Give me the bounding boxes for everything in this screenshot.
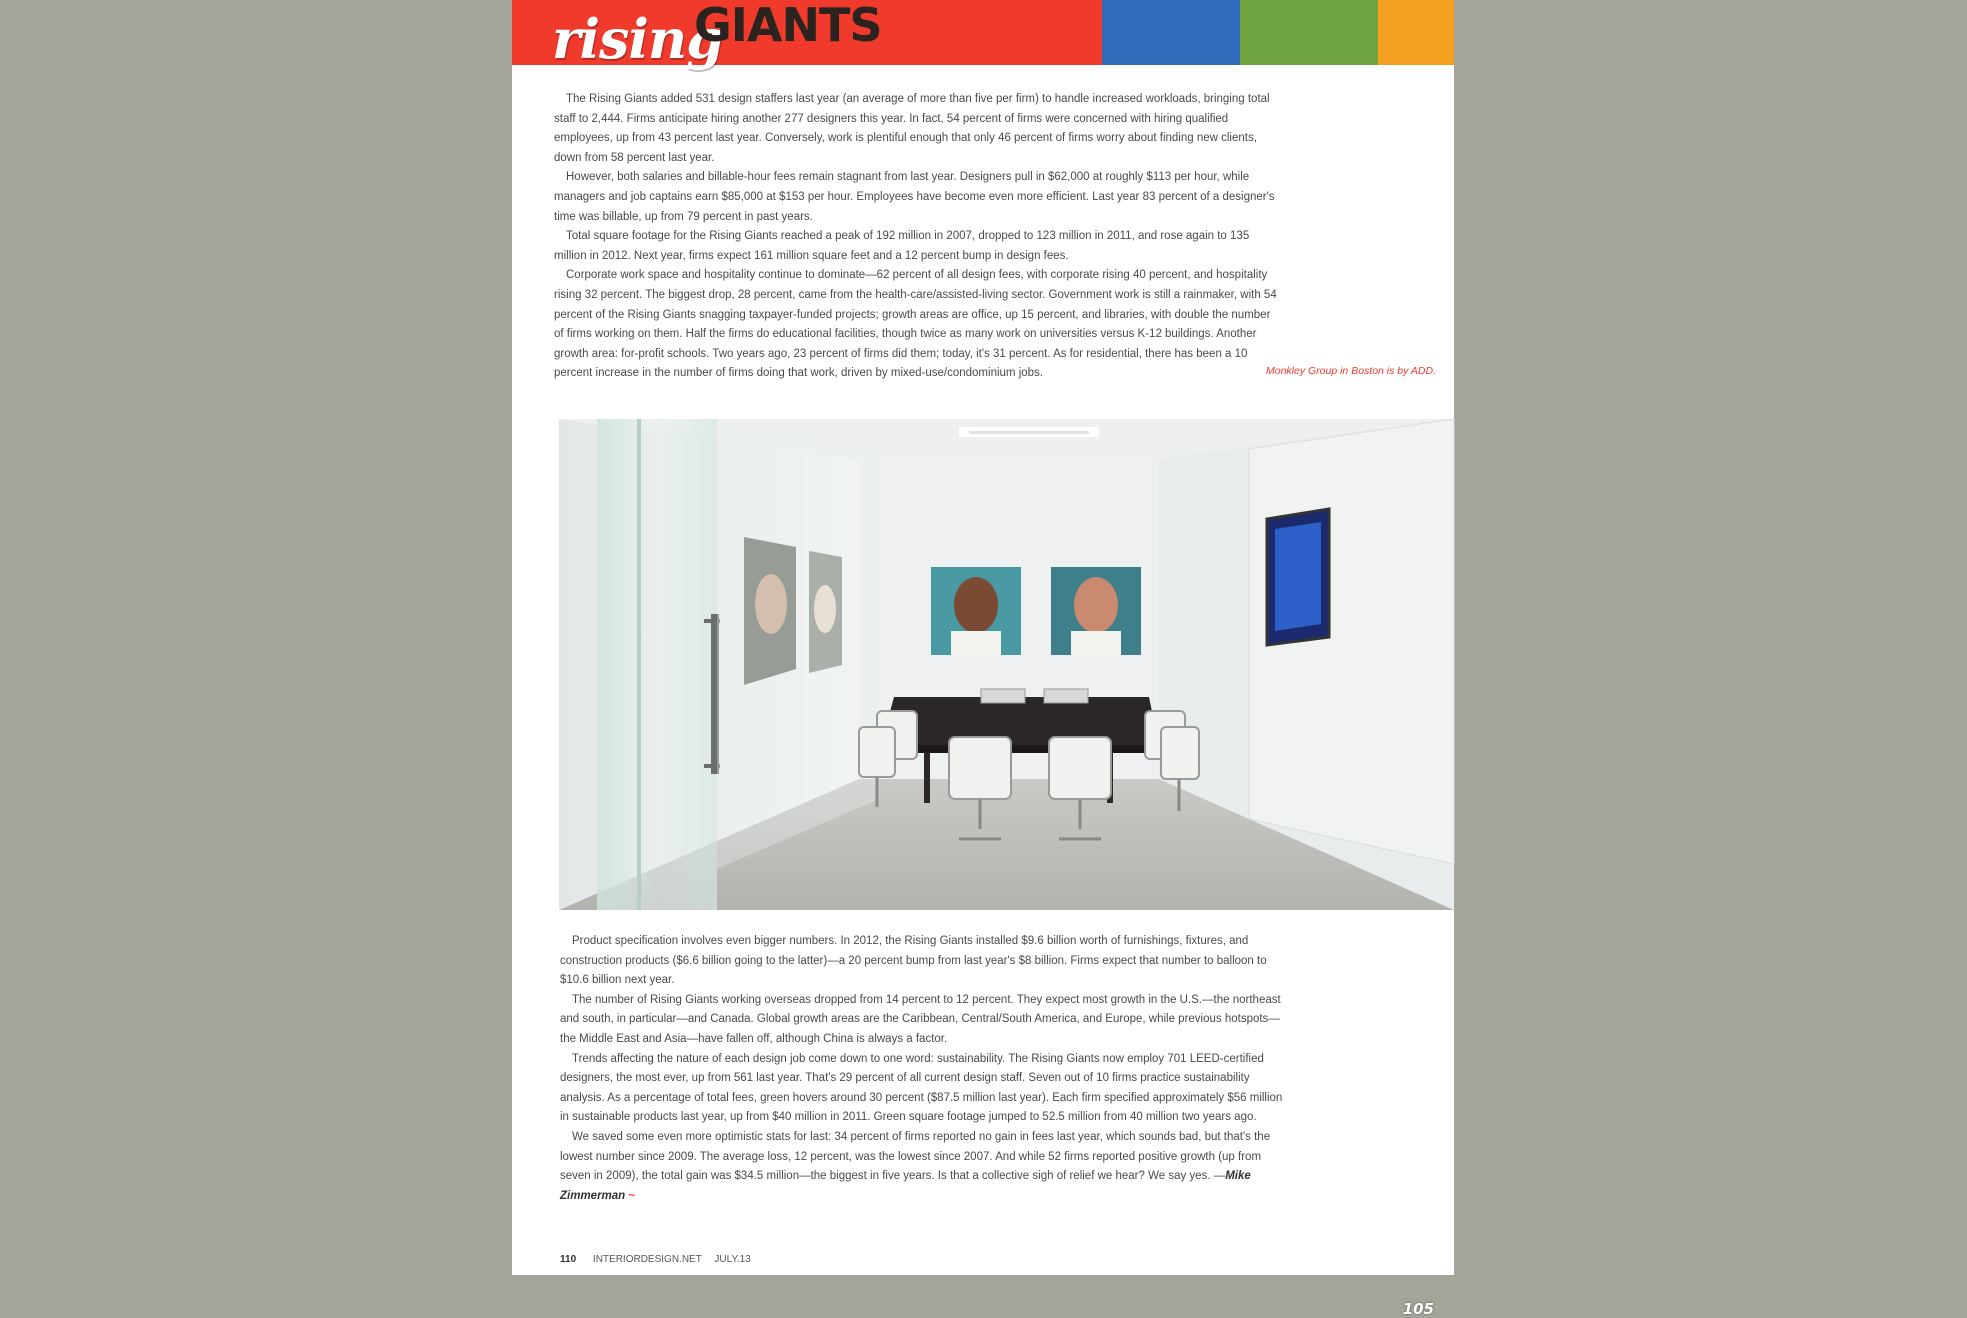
end-mark-icon: ~: [628, 1189, 636, 1202]
masthead-band-blue: [1102, 0, 1240, 65]
article-paragraph: Trends affecting the nature of each design job come down to one word: sustainability. The Rising Giants now employ 701 LEED-certified designers, the most ever, up from 561 last year. That's 29 percent of all current design staff. Seven out of 10 firms practice sustainability analysis. As a percentage of total fees, green hovers around 30 percent ($87.5 million last year). Each firm specified approximately $56 million in sustainable products last year, up from $40 million in 2011. Green square footage jumped to 52.5 million from 40 million two years ago.: [560, 1052, 1283, 1124]
photo-page-badge: 105: [1402, 1300, 1434, 1318]
footer-page-number: 110: [560, 1254, 577, 1265]
page-footer: [560, 1254, 751, 1265]
footer-site: INTERIORDESIGN.NET: [592, 1254, 702, 1265]
last-paragraph-text: We saved some even more optimistic stats for last: 34 percent of firms reported no gain in fees last year, which sounds bad, but that's the lowest number since 2009. The average loss, 12 percent, was the lowest since 2007. And while 52 firms reported positive growth (up from seven in 2009), the total gain was $34.5 million—the biggest in five years. Is that a collective sigh of relief we hear? We say yes. —: [560, 1130, 1271, 1183]
footer-issue: JULY.13: [714, 1254, 751, 1265]
article-paragraph: Total square footage for the Rising Giants reached a peak of 192 million in 2007, dropped to 123 million in 2011, and rose again to 135 million in 2012. Next year, firms expect 161 million square feet and a 12 percent bump in design fees.: [554, 230, 1250, 262]
conference-room-illustration: [559, 419, 1454, 910]
photo-caption: Monkley Group in Boston is by ADD.: [1265, 365, 1436, 377]
article-paragraph: The number of Rising Giants working overseas dropped from 14 percent to 12 percent. They expect most growth in the U.S.—the northeast and south, in particular—and Canada. Global growth areas are the Caribbean, Central/South America, and Europe, while previous hotspots—the Middle East and Asia—have fallen off, although China is always a factor.: [560, 993, 1281, 1045]
masthead-script-title: rising: [552, 7, 723, 71]
masthead-band-green: [1240, 0, 1378, 65]
article-body-bottom: [560, 932, 1286, 1206]
magazine-page: [512, 0, 1454, 1318]
article-paragraph: Product specification involves even bigger numbers. In 2012, the Rising Giants installed $9.6 billion worth of furnishings, fixtures, and construction products ($6.6 billion going to the latter)—a 20 percent bump from last year's $8 billion. Firms expect that number to balloon to $10.6 billion next year.: [560, 935, 1267, 987]
article-paragraph: Corporate work space and hospitality continue to dominate—62 percent of all design fees, with corporate rising 40 percent, and hospitality rising 32 percent. The biggest drop, 28 percent, came from the health-care/assisted-living sector. Government work is still a rainmaker, with 54 percent of the Rising Giants snagging taxpayer-funded projects; growth areas are office, up 15 percent, and libraries, with double the number of firms working on them. Half the firms do educational facilities, though twice as many work on universities versus K-12 buildings. Another growth area: for-profit schools. Two years ago, 23 percent of firms did them; today, it's 31 percent. As for residential, there has been a 10 percent increase in the number of firms doing that work, driven by mixed-use/condominium jobs.: [554, 269, 1277, 380]
masthead-bold-title: GIANTS: [694, 0, 882, 52]
article-paragraph: The Rising Giants added 531 design staffers last year (an average of more than five per firm) to handle increased workloads, bringing total staff to 2,444. Firms anticipate hiring another 277 designers this year. In fact, 54 percent of firms were concerned with hiring qualified employees, up from 43 percent last year. Conversely, work is plentiful enough that only 46 percent of firms worry about finding new clients, down from 58 percent last year.: [554, 93, 1270, 164]
article-body-top: [554, 90, 1280, 384]
article-paragraph: However, both salaries and billable-hour fees remain stagnant from last year. Designers pull in $62,000 at roughly $113 per hour, while managers and job captains earn $85,000 at $153 per hour. Employees have become even more efficient. Last year 83 percent of a designer's time was billable, up from 79 percent in past years.: [554, 171, 1275, 223]
masthead: [512, 0, 1454, 71]
author-signature: Mike Zimmerman: [560, 1170, 1251, 1202]
article-paragraph-last: [560, 1128, 1286, 1206]
masthead-band-orange: [1378, 0, 1454, 65]
